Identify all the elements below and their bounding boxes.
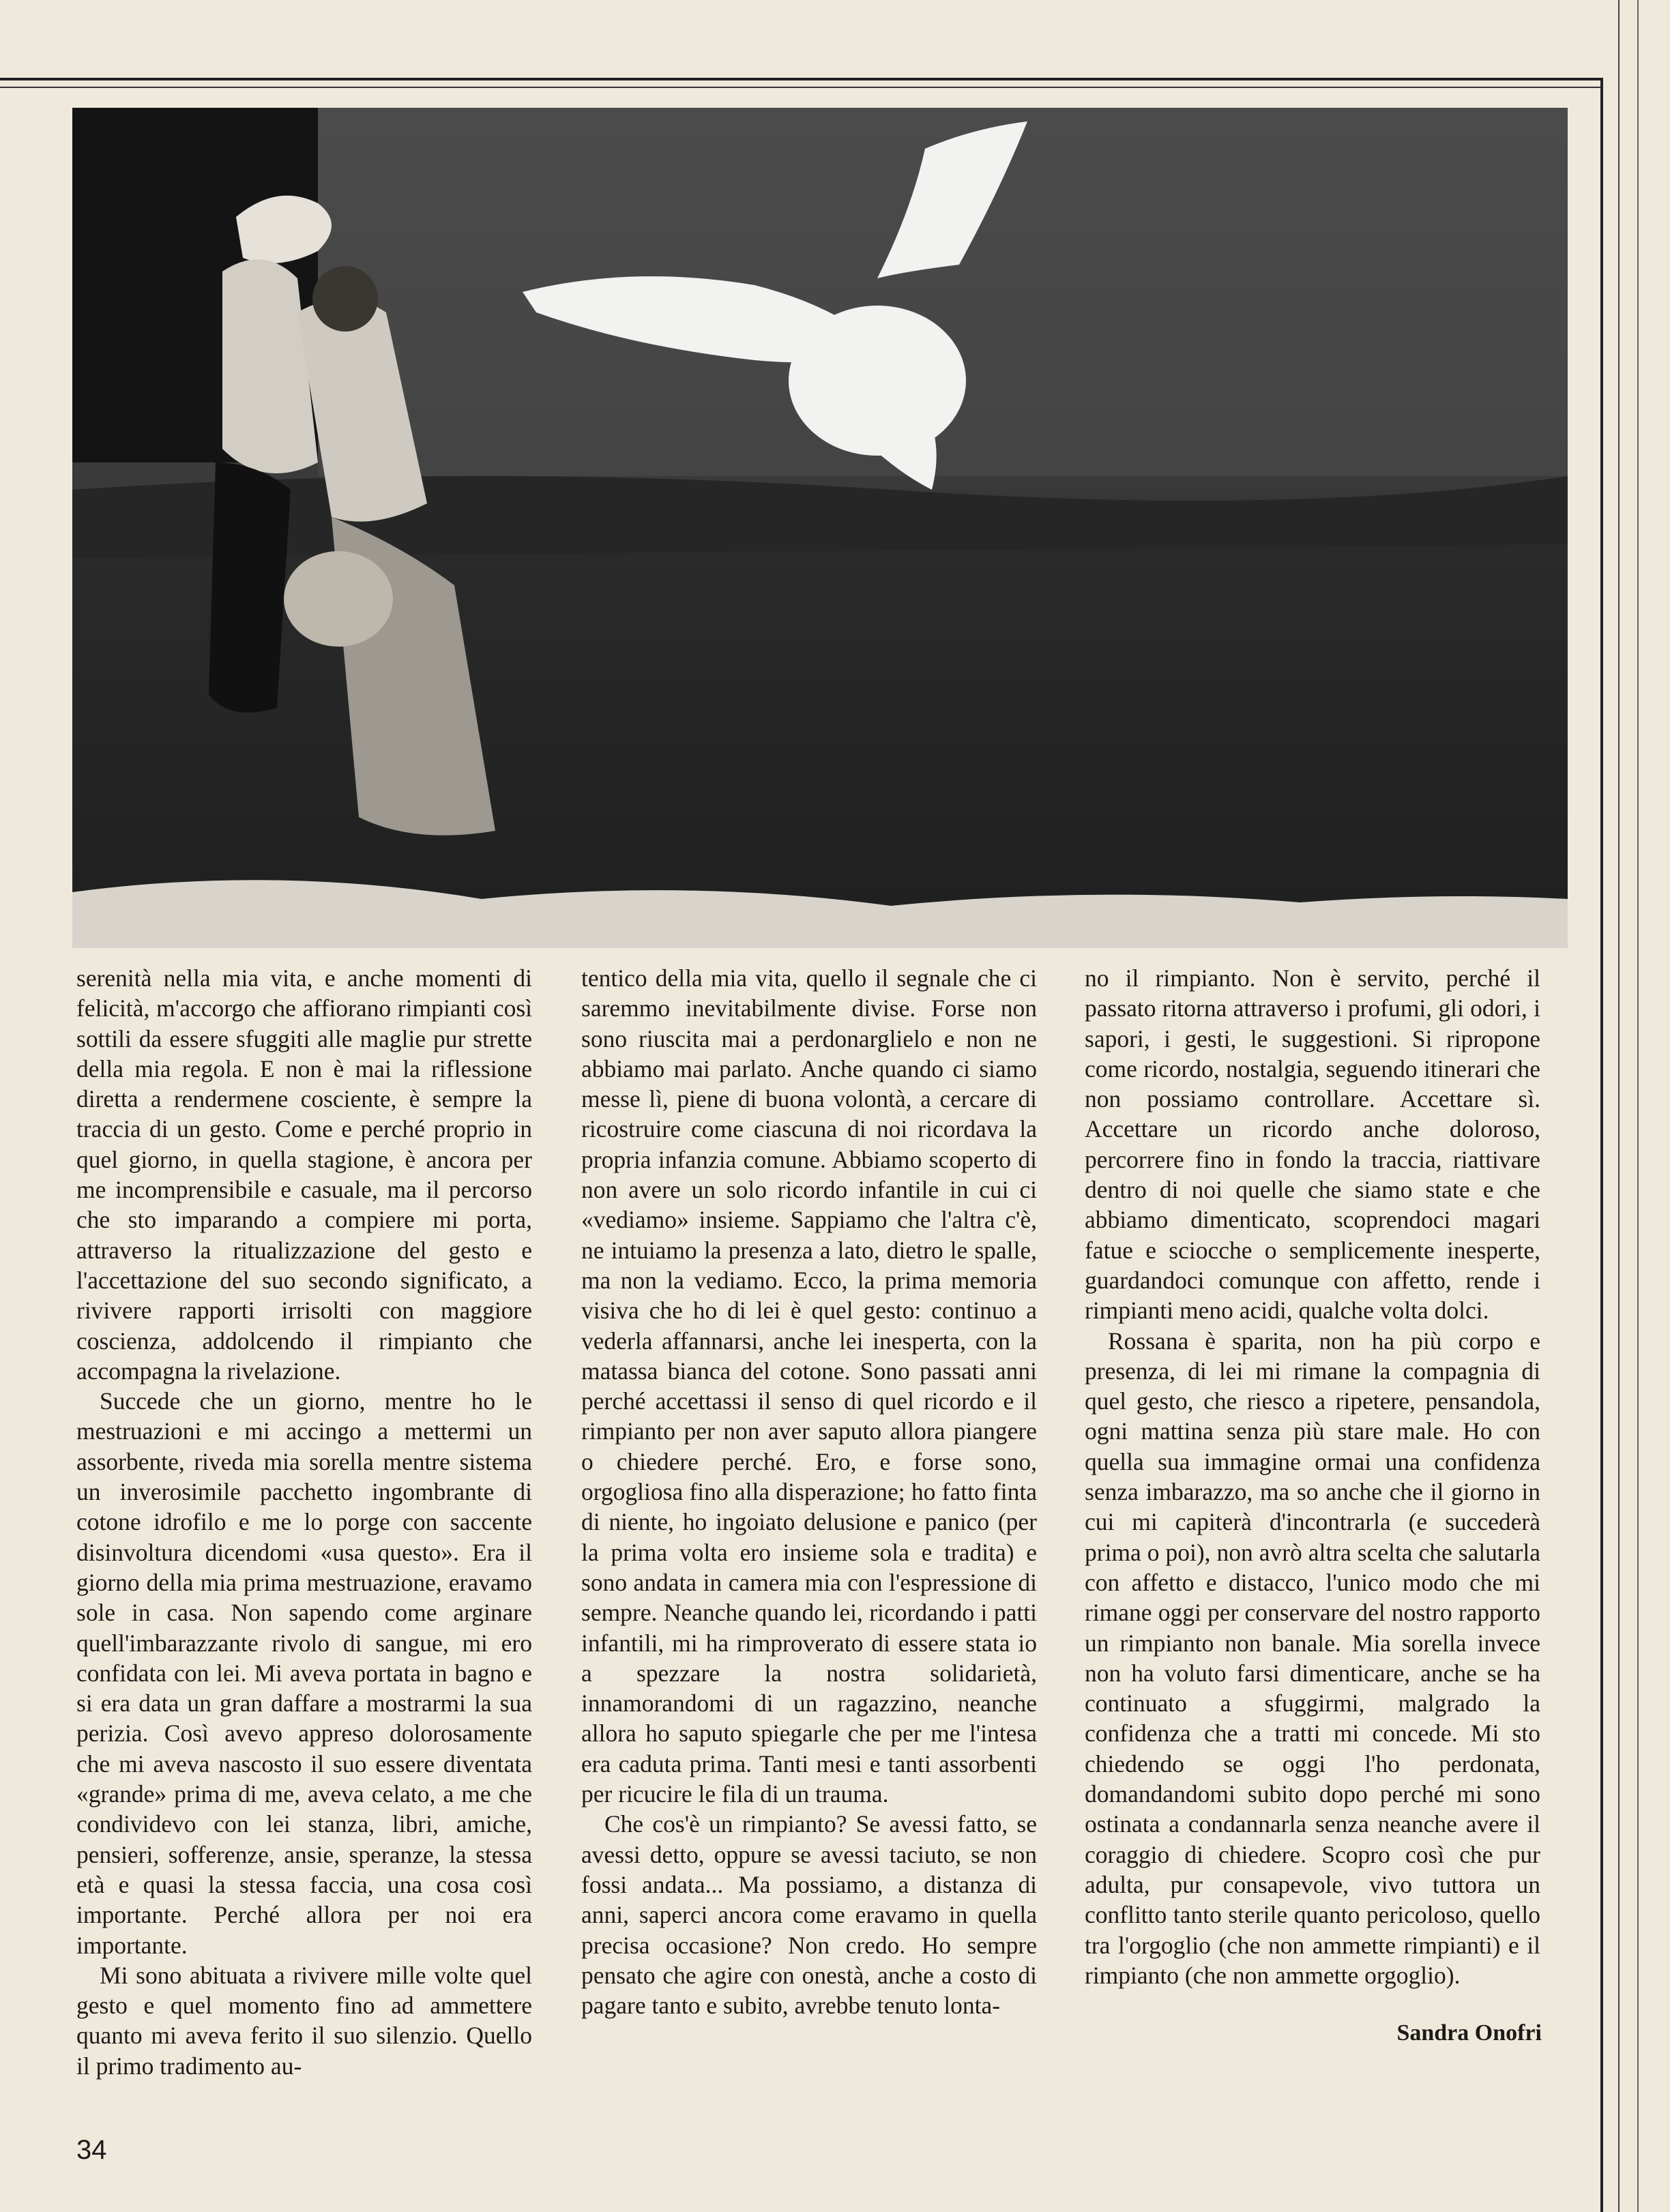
article-column-1 <box>76 963 532 2081</box>
paragraph: no il rimpianto. Non è servito, perché il passato ritorna attraverso i profumi, gli odori, i sapori, i gesti, le suggestioni. Si ripropone come ricordo, nostalgia, seguendo itinerari che non possiamo controllare. Accettare sì. Accettare un ricordo anche doloroso, percorrere fino in fondo la traccia, riattivare dentro di noi quelle che siamo state e che abbiamo dimenticato, scoprendoci magari fatue e sciocche o semplicemente inesperte, guardandoci comunque con affetto, rende i rimpianti meno acidi, qualche volta dolci. <box>1085 964 1540 1325</box>
article-column-3 <box>1085 963 1540 1990</box>
paragraph: Mi sono abituata a rivivere mille volte quel gesto e quel momento fino ad ammettere quanto mi aveva ferito il suo silenzio. Quello il primo tradimento au- <box>76 1961 532 2080</box>
author-signature: Sandra Onofri <box>1396 2020 1542 2046</box>
article-photo-girls-and-dove <box>72 108 1568 948</box>
paragraph: Che cos'è un rimpianto? Se avessi fatto, se avessi detto, oppure se avessi taciuto, se non fossi andata... Ma possiamo, a distanza di anni, saperci ancora come eravamo in quella precisa occasione? Non credo. Ho sempre pensato che agire con onestà, anche a costo di pagare tanto e subito, avrebbe tenuto lonta- <box>581 1810 1037 2020</box>
top-rule-inner <box>0 87 1603 88</box>
paragraph: Rossana è sparita, non ha più corpo e presenza, di lei mi rimane la compagnia di quel gesto, che riesco a ripetere, pensandola, ogni mattina senza più stare male. Ho con quella sua immagine ormai una confidenza senza imbarazzo, ma so anche che il giorno in cui mi capiterà d'incontrarla (e succederà prima o poi), non avrò altra scelta che salutarla con affetto e distacco, l'unico modo che mi rimane oggi per conservare del nostro rapporto un rimpianto non banale. Mia sorella invece non ha voluto farsi dimenticare, anche se ha continuato a sfuggirmi, malgrado la confidenza che a tratti mi concede. Mi sto chiedendo se oggi l'ho perdonata, domandandomi subito dopo perché mi sono ostinata a condannarla senza neanche avere il coraggio di chiedere. Scopro così che pur adulta, pur consapevole, vivo tuttora un conflitto tanto sterile quanto pericoloso, quello tra l'orgoglio (che non ammette rimpianti) e il rimpianto (che non ammette orgoglio). <box>1085 1327 1540 1989</box>
right-edge-line <box>1618 0 1620 2212</box>
paragraph: Succede che un giorno, mentre ho le mestruazioni e mi accingo a mettermi un assorbente, riveda mia sorella mentre sistema un inverosimile pacchetto ingombrante di cotone idrofilo e me lo porge con saccente disinvoltura dicendomi «usa questo». Era il giorno della mia prima mestruazione, eravamo sole in casa. Non sapendo come arginare quell'imbarazzante rivolo di sangue, mi ero confidata con lei. Mi aveva portata in bagno e si era data un gran daffare a mostrarmi la sua perizia. Così avevo appreso dolorosamente che mi aveva nascosto il suo essere diventata «grande» prima di me, aveva celato, a me che condividevo con lei stanza, libri, amiche, pensieri, sofferenze, ansie, speranze, la stessa età e quasi la stessa faccia, una cosa così importante. Perché allora per noi era importante. <box>76 1387 532 1959</box>
right-edge-line-outer <box>1637 0 1639 2212</box>
page-number: 34 <box>76 2135 107 2165</box>
paragraph: tentico della mia vita, quello il segnale che ci saremmo inevitabilmente divise. Forse non sono riuscita mai a perdonarglielo e non ne abbiamo mai parlato. Anche quando ci siamo messe lì, piene di buona volontà, a cercare di ricostruire come ciascuna di noi ricordava la propria infanzia comune. Abbiamo scoperto di non avere un solo ricordo infantile in cui ci «vediamo» insieme. Sappiamo che l'altra c'è, ne intuiamo la presenza a lato, dietro le spalle, ma non la vediamo. Ecco, la prima memoria visiva che ho di lei è quel gesto: continuo a vederla affannarsi, anche lei inesperta, con la matassa bianca del cotone. Sono passati anni perché accettassi il senso di quel ricordo e il rimpianto per non aver saputo allora piangere o chiedere perché. Ero, e forse sono, orgogliosa fino alla disperazione; ho fatto finta di niente, ho ingoiato delusione e panico (per la prima volta ero insieme sola e tradita) e sono andata in camera mia con l'espressione di sempre. Neanche quando lei, ricordando i patti infantili, mi ha rimproverato di essere stata io a spezzare la nostra solidarietà, innamorandomi di un ragazzino, neanche allora ho saputo spiegarle che per me l'intesa era caduta prima. Tanti mesi e tanti assorbenti per ricucire le fila di un trauma. <box>581 964 1037 1808</box>
right-rule <box>1600 78 1603 2212</box>
top-rule <box>0 78 1603 80</box>
article-column-2 <box>581 963 1037 2020</box>
paragraph: serenità nella mia vita, e anche momenti di felicità, m'accorgo che affiorano rimpianti così sottili da essere sfuggiti alle maglie pur strette della mia regola. E non è mai la riflessione diretta a rendermene cosciente, è sempre la traccia di un gesto. Come e perché proprio in quel giorno, in quella stagione, è ancora per me incomprensibile e casuale, ma il percorso che sto imparando a compiere mi porta, attraverso la ritualizzazione del gesto e l'accettazione del suo secondo significato, a rivivere rapporti irrisolti con maggiore coscienza, addolcendo il rimpianto che accompagna la rivelazione. <box>76 964 532 1385</box>
